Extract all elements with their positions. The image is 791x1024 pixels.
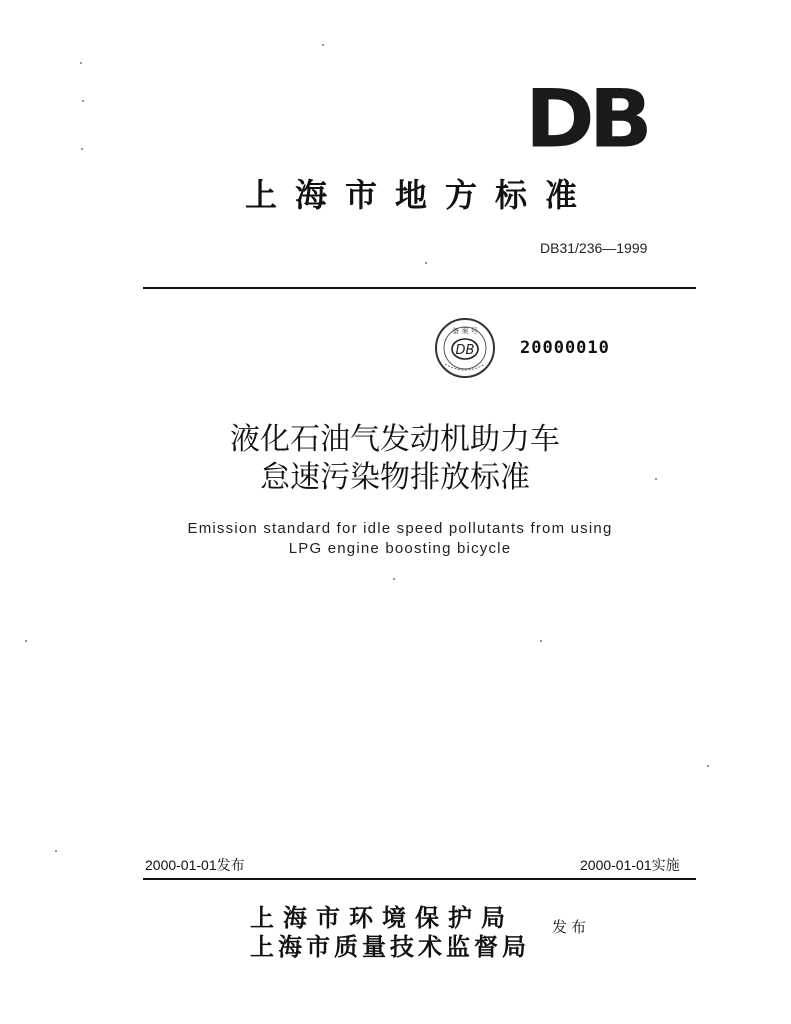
implementation-date: 2000-01-01实施 xyxy=(580,857,680,873)
issue-date: 2000-01-01发布 xyxy=(145,857,245,873)
scan-speck xyxy=(425,262,427,264)
title-en-line1: Emission standard for idle speed pollutants from using xyxy=(187,520,613,537)
seal-outer-text: 备 案 号 xyxy=(452,327,478,335)
scan-speck xyxy=(25,640,27,642)
title-en-line2: LPG engine boosting bicycle xyxy=(288,540,512,557)
scan-speck xyxy=(80,62,82,64)
db-logo: DB xyxy=(525,72,647,166)
scan-speck xyxy=(322,44,324,46)
top-divider xyxy=(143,287,696,289)
scan-speck xyxy=(81,148,83,150)
bottom-divider xyxy=(143,878,696,880)
scan-speck xyxy=(393,578,395,580)
scan-speck xyxy=(55,850,57,852)
scan-speck xyxy=(655,478,657,480)
scan-speck xyxy=(82,100,84,102)
registration-seal-icon xyxy=(433,316,497,380)
standard-number: DB31/236—1999 xyxy=(540,240,648,256)
issuer-quality-bureau: 上海市质量技术监督局 xyxy=(250,932,530,961)
title-cn-line1: 液化石油气发动机助力车 xyxy=(230,422,560,457)
seal-center-text: DB xyxy=(455,343,475,358)
title-cn-line2: 怠速污染物排放标准 xyxy=(260,460,530,495)
issuer-environment-bureau: 上海市环境保护局 xyxy=(250,903,514,932)
scan-speck xyxy=(540,640,542,642)
standard-type-title: 上海市地方标准 xyxy=(245,176,596,214)
registration-number: 20000010 xyxy=(520,338,610,358)
scan-speck xyxy=(707,765,709,767)
issue-verb: 发布 xyxy=(552,918,591,936)
